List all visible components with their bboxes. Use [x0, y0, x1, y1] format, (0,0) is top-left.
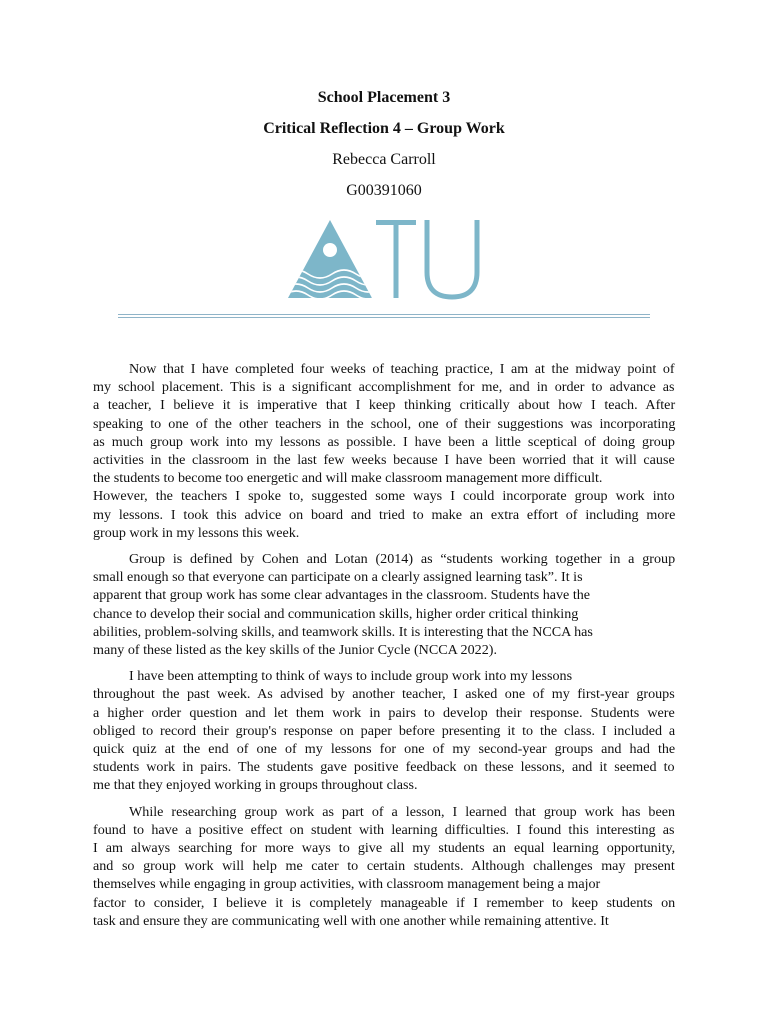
paragraph-line: many of these listed as the key skills of the Junior Cycle (NCCA 2022). — [93, 642, 497, 659]
school-placement-title: School Placement 3 — [317, 89, 451, 106]
author-name: Rebecca Carroll — [332, 151, 436, 168]
paragraph-line: activities in the classroom in the last few weeks because I have been worried that it will cause — [93, 452, 675, 469]
paragraph-line: Now that I have completed four weeks of teaching practice, I am at the midway point of — [129, 361, 675, 377]
paragraph-line: me that they enjoyed working in groups throughout class. — [93, 777, 418, 794]
paragraph-4 — [93, 803, 675, 930]
paragraph-line: Group is defined by Cohen and Lotan (2014) as “students working together in a group — [129, 551, 676, 568]
paragraph-line: apparent that group work has some clear advantages in the classroom. Students have the — [93, 587, 591, 604]
paragraph-line: task and ensure they are communicating well with one another while remaining attentive. It — [93, 912, 609, 929]
paragraph-line: small enough so that everyone can participate on a clearly assigned learning task”. It is — [93, 569, 583, 586]
paragraph-line: found to have a positive effect on student with learning difficulties. I found this interesting as — [93, 821, 675, 838]
paragraph-line: However, the teachers I spoke to, suggested some ways I could incorporate group work into — [93, 488, 675, 505]
paragraph-line: group work in my lessons this week. — [93, 524, 300, 541]
logo-a-mark — [284, 220, 380, 299]
paragraph-line: a higher order question and let them work in pairs to develop their response. Students were — [93, 704, 675, 721]
paragraph-line: chance to develop their social and communication skills, higher order critical thinking — [93, 605, 579, 622]
paragraph-line: speaking to one of the other teachers in the school, one of their suggestions was incorporating — [93, 415, 676, 432]
paragraph-line: themselves while engaging in group activities, with classroom management being a major — [93, 876, 601, 893]
paragraph-line: quick quiz at the end of one of my lessons for one of my second-year groups and had the — [93, 741, 676, 758]
paragraph-2 — [93, 550, 675, 659]
reflection-title: Critical Reflection 4 – Group Work — [263, 120, 505, 137]
logo-u-letter — [427, 220, 477, 297]
body-text — [93, 360, 675, 938]
paragraph-3 — [93, 667, 675, 794]
paragraph-line: I am always searching for more ways to give all my students an equal learning opportunity, — [93, 840, 676, 857]
title-block — [0, 86, 768, 210]
paragraph-line: and so group work will help me cater to certain students. Although challenges may present — [93, 858, 675, 875]
paragraph-line: I have been attempting to think of ways to include group work into my lessons — [129, 668, 573, 685]
paragraph-line: a teacher, I believe it is imperative that I keep thinking critically about how I teach. After — [93, 397, 676, 414]
paragraph-line: factor to consider, I believe it is completely manageable if I remember to keep students on — [93, 894, 676, 911]
paragraph-line: students work in pairs. The students gave positive feedback on these lessons, and it seemed to — [93, 759, 675, 776]
paragraph-line: my school placement. This is a significant accomplishment for me, and in order to advance as — [93, 379, 675, 396]
paragraph-line: my lessons. I took this advice on board and tried to make an extra effort of including more — [93, 506, 676, 523]
logo-t-letter — [376, 220, 416, 298]
paragraph-line: abilities, problem-solving skills, and teamwork skills. It is interesting that the NCCA has — [93, 623, 593, 640]
student-id: G00391060 — [346, 182, 422, 199]
paragraph-line: the students to become too energetic and will make classroom management more difficult. — [93, 470, 603, 487]
paragraph-line: While researching group work as part of a lesson, I learned that group work has been — [129, 803, 676, 820]
paragraph-1 — [93, 360, 675, 542]
header-divider — [118, 313, 650, 319]
paragraph-line: obliged to record their group's response on paper before presenting it to the class. I included a — [93, 722, 676, 739]
atu-logo — [284, 218, 484, 300]
paragraph-line: as much group work into my lessons as possible. I have been a little sceptical of doing group — [93, 433, 675, 450]
paragraph-line: throughout the past week. As advised by another teacher, I asked one of my first-year groups — [93, 686, 675, 703]
